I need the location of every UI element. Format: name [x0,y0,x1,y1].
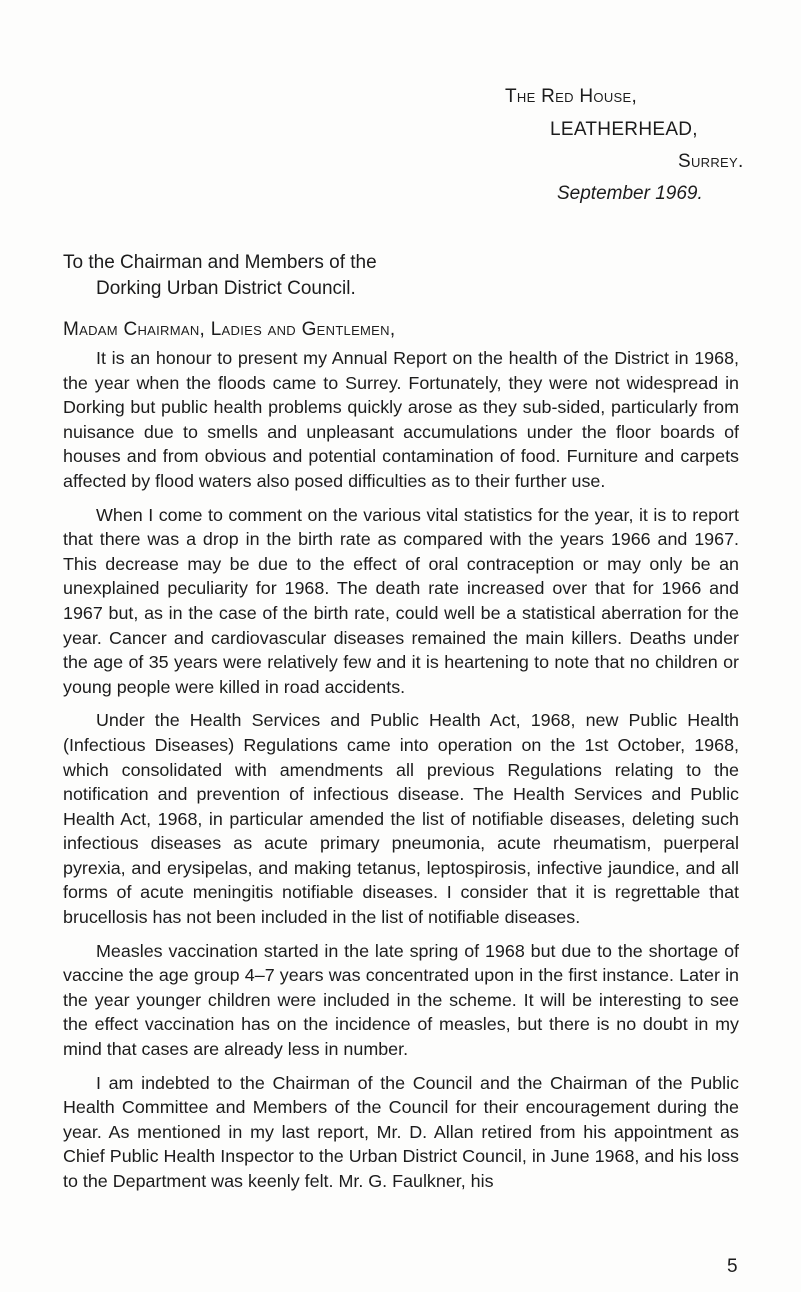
paragraph-acknowledgements: I am indebted to the Chairman of the Council and the Chairman of the Public Health Committee and Members of the Council for their encouragement during the year. As mentioned in my last report, Mr. D. Allan retired from his appointment as Chief Public Health Inspector to the Urban District Council, in June 1968, and his loss to the Department was keenly felt. Mr. G. Faulkner, his [63,1072,739,1191]
letterhead-house-name: The Red House, [505,86,638,107]
addressee-line-2: Dorking Urban District Council. [96,278,356,299]
report-body [63,346,739,1203]
letter-date: September 1969. [557,183,703,204]
paragraph-floods: It is an honour to present my Annual Report on the health of the District in 1968, the year when the floods came to Surrey. Fortunately, they were not widespread in Dorking but public health problems quickly arose as they sub-sided, particularly from nuisance due to smells and unpleasant accumulations under the floor boards of houses and from obvious and potential contamination of food. Furniture and carpets affected by flood waters also posed difficulties as to their further use. [63,348,739,491]
salutation: Madam Chairman, Ladies and Gentlemen, [63,319,396,340]
page-number: 5 [727,1256,738,1277]
paragraph-infectious-diseases: Under the Health Services and Public Health Act, 1968, new Public Health (Infectious Diseases) Regulations came into operation on the 1st October, 1968, which consolidated with amendments all previous Regulations relating to the notification and prevention of infectious disease. The Health Services and Public Health Act, 1968, in particular amended the list of notifiable diseases, deleting such infectious diseases as acute primary pneumonia, acute rheumatism, puerperal pyrexia, and erysipelas, and making tetanus, leptospirosis, infective jaundice, and all forms of acute meningitis notifiable diseases. I consider that it is regrettable that brucellosis has not been included in the list of notifiable diseases. [63,710,739,928]
letterhead-town: LEATHERHEAD, [550,119,698,140]
addressee-block [63,250,377,302]
paragraph-measles-vaccination: Measles vaccination started in the late spring of 1968 but due to the shortage of vaccine the age group 4–7 years was concentrated upon in the first instance. Later in the year younger children were included in the scheme. It will be interesting to see the effect vaccination has on the incidence of measles, but there is no doubt in my mind that cases are already less in number. [63,940,739,1060]
addressee-line-1: To the Chairman and Members of the [63,252,377,273]
paragraph-vital-statistics: When I come to comment on the various vital statistics for the year, it is to report that there was a drop in the birth rate as compared with the years 1966 and 1967. This decrease may be due to the effect of oral contraception or may only be an unexplained peculiarity for 1968. The death rate increased over that for 1966 and 1967 but, as in the case of the birth rate, could well be a statistical aberration for the year. Cancer and cardiovascular diseases remained the main killers. Deaths under the age of 35 years were relatively few and it is heartening to note that no children or young people were killed in road accidents. [63,504,739,697]
letterhead-county: Surrey. [678,151,744,172]
